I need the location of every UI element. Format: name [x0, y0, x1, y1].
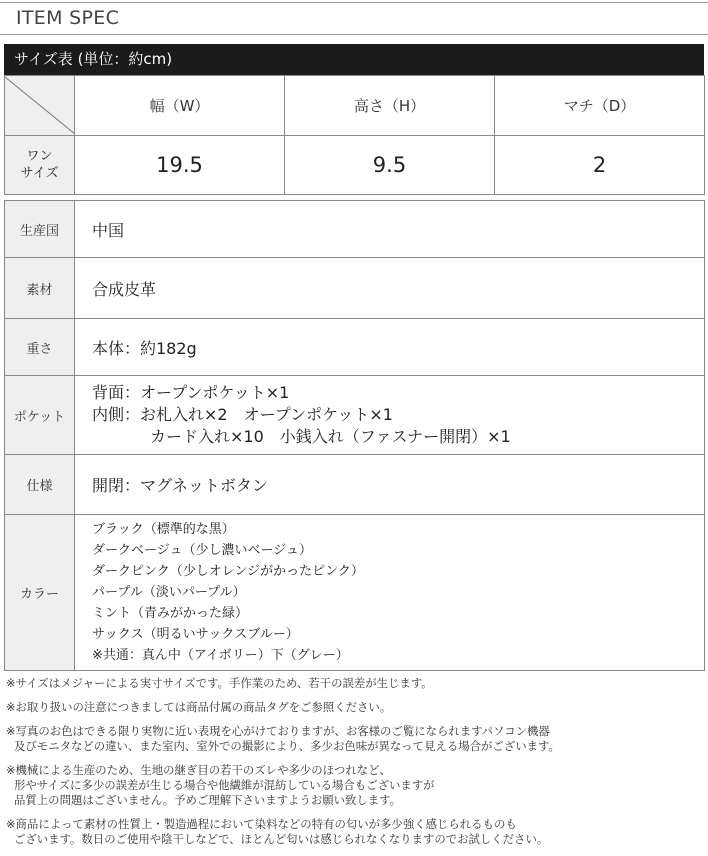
- note-line: 品質上の問題はございません。予めご理解下さいますようお願い致します。: [14, 793, 402, 807]
- size-header-row: [5, 76, 705, 136]
- note-line: 形やサイズに多少の誤差が生じる場合や他繊維が混紡している場合もございますが: [14, 778, 435, 792]
- color-line: パープル（淡いパープル）: [92, 585, 246, 600]
- corner-cell: [5, 76, 75, 136]
- row-label-one-size: [5, 136, 75, 195]
- value-depth: 2: [495, 136, 705, 195]
- note-manufacturing: [6, 763, 706, 808]
- row-label-line-2: サイズ: [20, 166, 59, 181]
- header-top-rule: [0, 2, 708, 3]
- pocket-line: 背面：オープンポケット×1: [92, 383, 290, 402]
- col-header-height: 高さ（H）: [285, 76, 495, 136]
- spec-row-pocket: [5, 376, 705, 455]
- spec-label: 仕様: [5, 455, 75, 515]
- spec-row-color: [5, 515, 705, 671]
- note-line: ございます。数日のご使用や陰干しなどで、ほとんど匂いは感じられなくなりますのでお試しください。: [14, 832, 549, 846]
- spec-value: 合成皮革: [75, 258, 705, 319]
- value-width: 19.5: [75, 136, 285, 195]
- spec-row-origin: [5, 201, 705, 258]
- spec-value: 本体：約182g: [75, 319, 705, 376]
- spec-row-material: [5, 258, 705, 319]
- note-photo-color: [6, 724, 706, 754]
- spec-label: 重さ: [5, 319, 75, 376]
- note-odor: [6, 817, 706, 847]
- note-handling: [6, 700, 706, 715]
- section-title: ITEM SPEC: [16, 7, 120, 29]
- spec-row-closure: [5, 455, 705, 515]
- spec-value: 中国: [75, 201, 705, 258]
- color-line: ミント（青みがかった緑）: [92, 606, 249, 621]
- col-header-depth: マチ（D）: [495, 76, 705, 136]
- spec-label: 生産国: [5, 201, 75, 258]
- diagonal-line: [5, 77, 75, 134]
- spec-value: 開閉：マグネットボタン: [75, 455, 705, 515]
- spec-label: ポケット: [5, 376, 75, 455]
- pocket-line: カード入れ×10 小銭入れ（ファスナー開閉）×1: [150, 427, 511, 446]
- section-header: [0, 0, 708, 36]
- note-line: ※サイズはメジャーによる実寸サイズです。手作業のため、若干の誤差が生じます。: [6, 676, 433, 690]
- value-height: 9.5: [285, 136, 495, 195]
- header-bottom-rule: [0, 34, 708, 35]
- color-line: ブラック（標準的な黒）: [92, 522, 235, 537]
- spec-table: [4, 200, 705, 671]
- size-table-title: サイズ表 (単位：約cm): [4, 44, 704, 75]
- note-line: 及びモニタなどの違い、また室内、室外での撮影により、多少お色味が異なって見える場合がございます。: [14, 739, 560, 753]
- size-value-row: [5, 136, 705, 195]
- notes: [6, 676, 706, 856]
- note-measurement: [6, 676, 706, 691]
- spec-value-color: [75, 515, 705, 671]
- spec-label: カラー: [5, 515, 75, 671]
- row-label-line-1: ワン: [26, 149, 53, 164]
- spec-value-pocket: [75, 376, 705, 455]
- color-line: ※共通：真ん中（アイボリー）下（グレー）: [92, 648, 349, 663]
- pocket-line: 内側：お札入れ×2 オープンポケット×1: [92, 405, 393, 424]
- color-line: サックス（明るいサックスブルー）: [92, 627, 299, 642]
- color-line: ダークピンク（少しオレンジがかったピンク）: [92, 564, 364, 579]
- size-table: [4, 75, 705, 195]
- spec-label: 素材: [5, 258, 75, 319]
- note-line: ※機械による生産のため、生地の継ぎ目の若干のズレや多少のほつれなど、: [6, 763, 391, 777]
- col-header-width: 幅（W）: [75, 76, 285, 136]
- spec-row-weight: [5, 319, 705, 376]
- note-line: ※商品によって素材の性質上・製造過程において染料などの特有の匂いが多少強く感じられるものも: [6, 817, 517, 831]
- note-line: ※写真のお色はできる限り実物に近い表現を心がけておりますが、お客様のご覧になられますパソコン機器: [6, 724, 550, 738]
- color-line: ダークベージュ（少し濃いベージュ）: [92, 543, 312, 558]
- note-line: ※お取り扱いの注意につきましては商品付属の商品タグをご参照ください。: [6, 700, 392, 714]
